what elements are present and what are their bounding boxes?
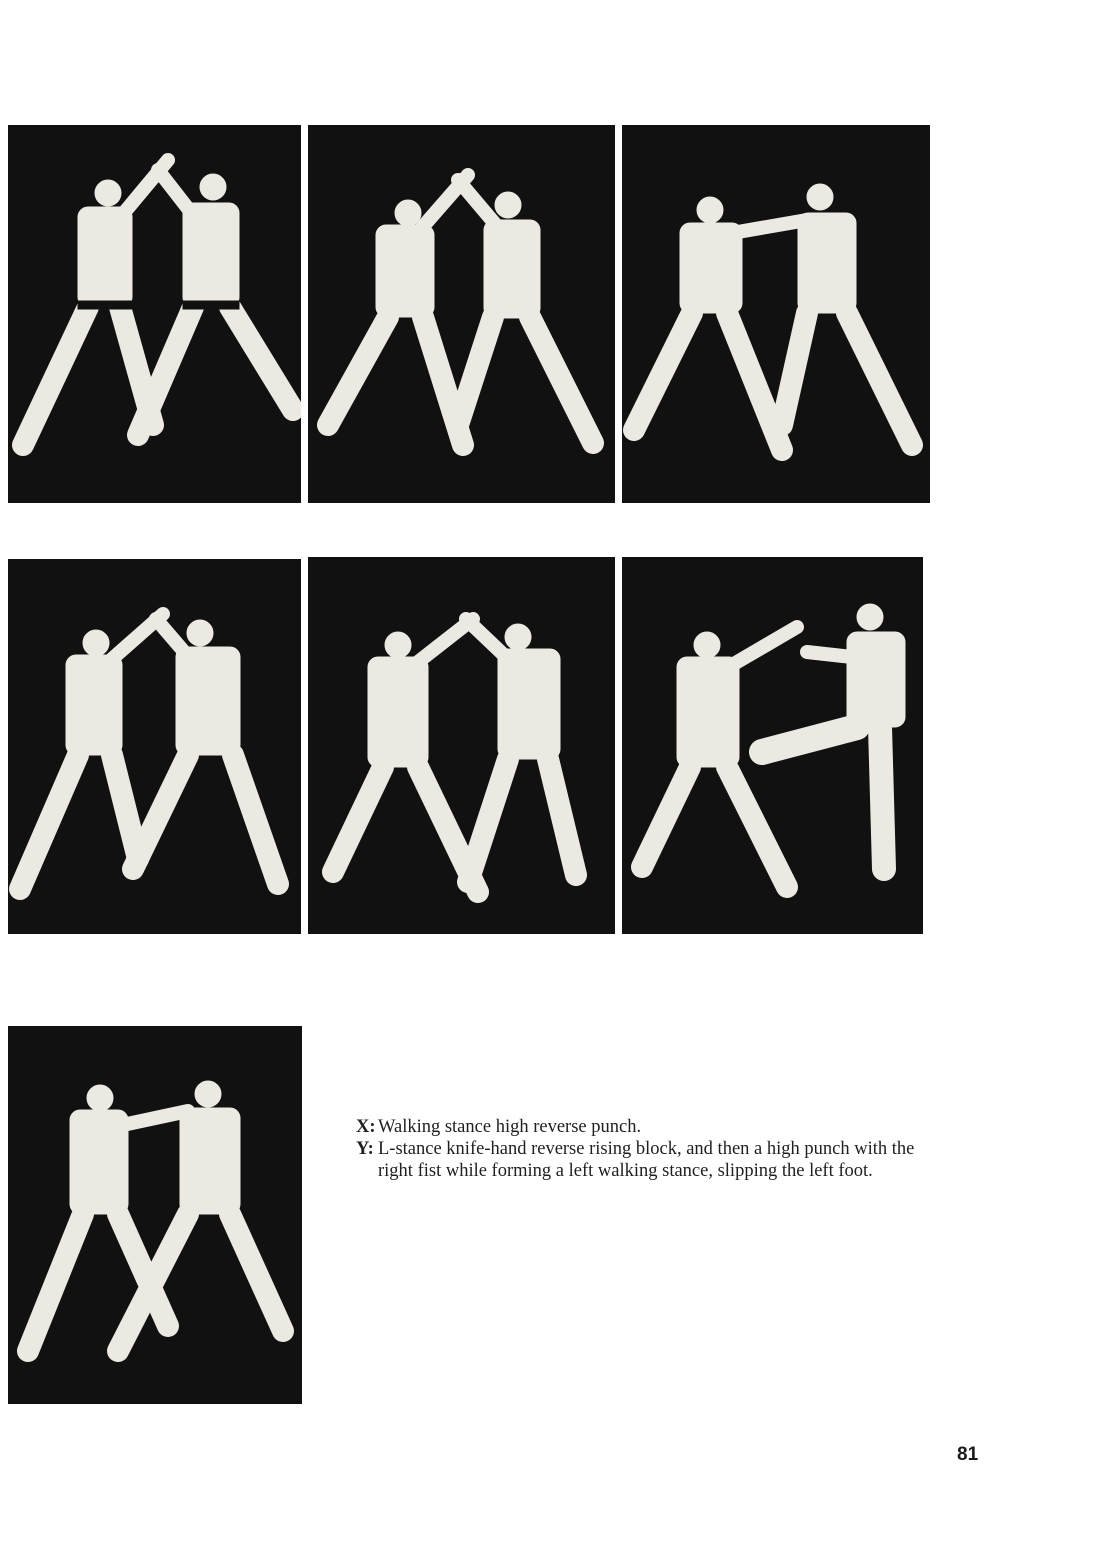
caption-x (356, 1116, 936, 1138)
sparring-figures-illustration (8, 559, 301, 934)
sequence-photo-1 (8, 125, 301, 503)
caption-x-letter: X: (356, 1117, 376, 1137)
sequence-photo-2 (308, 125, 615, 503)
caption (356, 1116, 936, 1182)
sparring-figures-illustration (622, 557, 923, 934)
page-number: 81 (957, 1444, 979, 1465)
sequence-photo-3 (622, 125, 930, 503)
sparring-figures-illustration (308, 557, 615, 934)
sequence-photo-4 (8, 559, 301, 934)
caption-x-text: Walking stance high reverse punch. (378, 1117, 642, 1137)
sequence-photo-6 (622, 557, 923, 934)
caption-y-letter: Y: (356, 1139, 374, 1159)
sparring-figures-illustration (308, 125, 615, 503)
caption-y (356, 1138, 936, 1182)
sparring-figures-illustration (8, 1026, 302, 1404)
sequence-photo-7 (8, 1026, 302, 1404)
sparring-figures-illustration (622, 125, 930, 503)
caption-y-text: L-stance knife-hand reverse rising block, and then a high punch with the right fist while forming a left walking stance, slipping the left foot. (378, 1139, 915, 1181)
sequence-photo-5 (308, 557, 615, 934)
sparring-figures-illustration (8, 125, 301, 503)
